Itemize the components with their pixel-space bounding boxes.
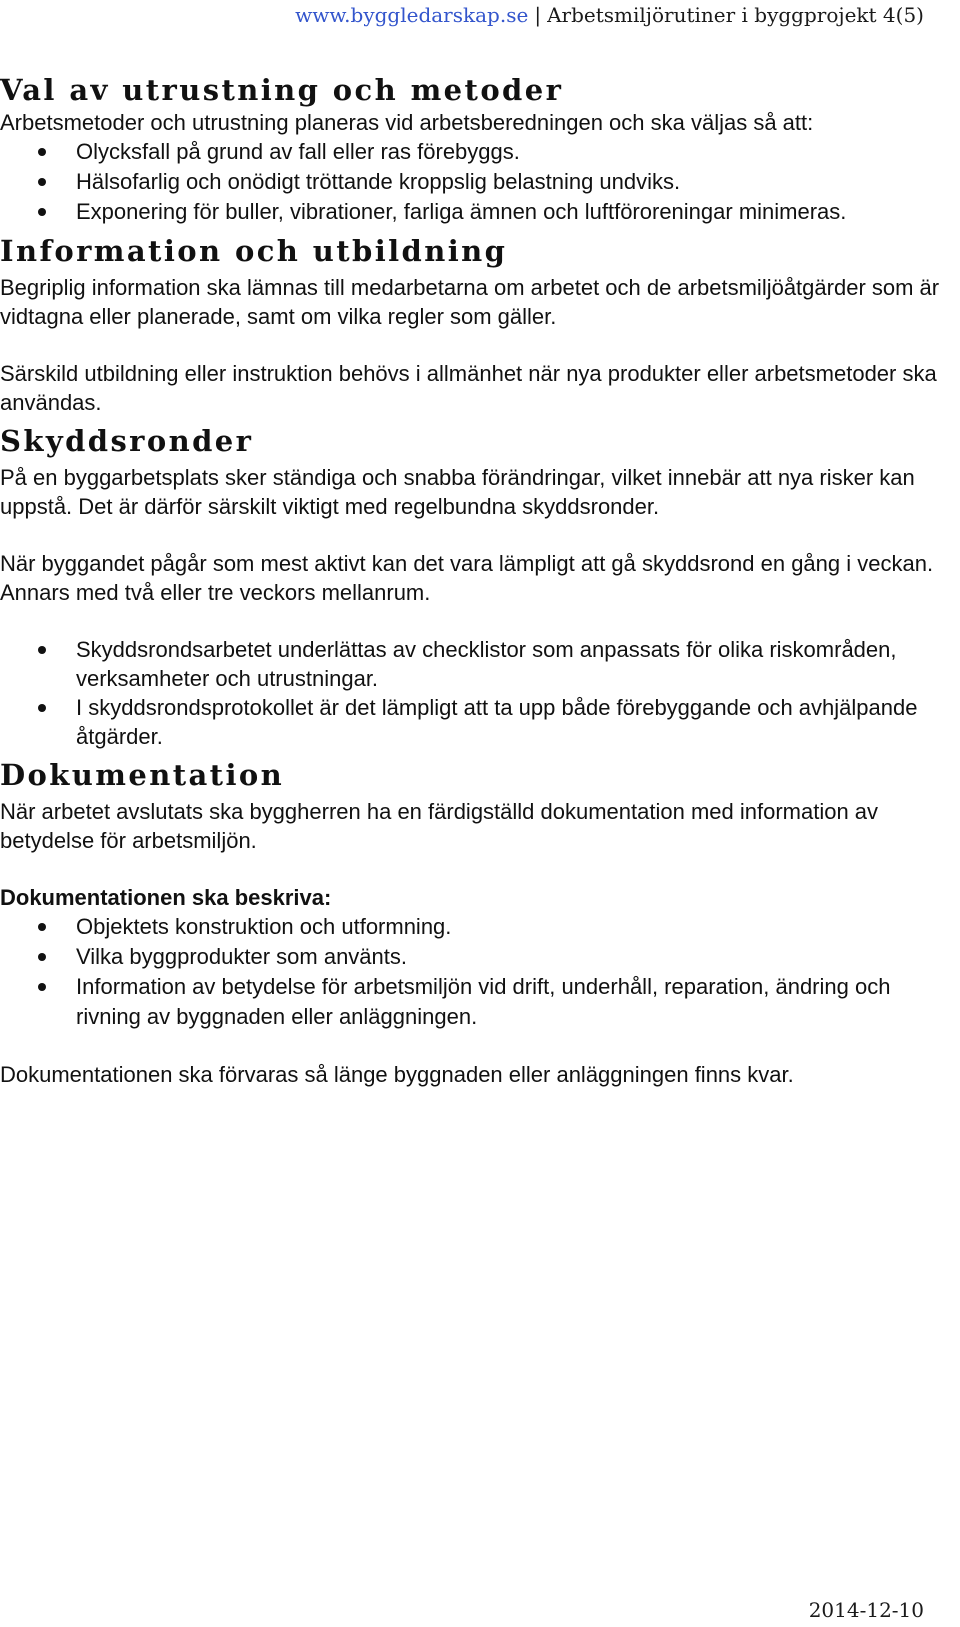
val-intro: Arbetsmetoder och utrustning planeras vid arbetsberedningen och ska väljas så att: bbox=[0, 110, 814, 135]
list-item-text: Olycksfall på grund av fall eller ras förebyggs. bbox=[76, 139, 520, 164]
info-paragraph-1: Begriplig information ska lämnas till medarbetarna om arbetet och de arbetsmiljöåtgärder som är vidtagna eller planerade, samt om vilka regler som gäller. bbox=[0, 275, 940, 329]
list-item bbox=[0, 912, 950, 942]
bullet-icon bbox=[38, 646, 46, 654]
list-item bbox=[0, 972, 950, 1032]
dok-paragraph-1: När arbetet avslutats ska byggherren ha en färdigställd dokumentation med information av betydelse för arbetsmiljön. bbox=[0, 799, 879, 853]
dok-paragraph-2: Dokumentationen ska förvaras så länge byggnaden eller anläggningen finns kvar. bbox=[0, 1062, 794, 1087]
bullet-icon bbox=[38, 953, 46, 961]
bullet-icon bbox=[38, 178, 46, 186]
list-item-text: I skyddsrondsprotokollet är det lämpligt att ta upp både förebyggande och avhjälpande åtgärder. bbox=[76, 695, 918, 749]
list-item bbox=[0, 635, 950, 693]
bullet-icon bbox=[38, 704, 46, 712]
skydd-paragraph-1: På en byggarbetsplats sker ständiga och snabba förändringar, vilket innebär att nya risker kan uppstå. Det är därför särskilt viktigt med regelbundna skyddsronder. bbox=[0, 465, 915, 519]
list-item bbox=[0, 137, 950, 167]
val-bullet-list bbox=[0, 137, 950, 227]
page-footer-date: 2014-12-10 bbox=[808, 1598, 924, 1622]
header-separator: | bbox=[534, 3, 542, 27]
bullet-icon bbox=[38, 983, 46, 991]
list-item-text: Exponering för buller, vibrationer, farliga ämnen och luftföroreningar minimeras. bbox=[76, 199, 847, 224]
skydd-paragraph-2: När byggandet pågår som mest aktivt kan det vara lämpligt att gå skyddsrond en gång i veckan. Annars med två eller tre veckors mellanrum. bbox=[0, 551, 934, 605]
dok-bullet-list bbox=[0, 912, 950, 1032]
info-paragraph-2: Särskild utbildning eller instruktion behövs i allmänhet när nya produkter eller arbetsmetoder ska användas. bbox=[0, 361, 937, 415]
skydd-bullet-list bbox=[0, 635, 950, 751]
list-item bbox=[0, 167, 950, 197]
document-body bbox=[0, 72, 950, 1089]
list-item bbox=[0, 942, 950, 972]
bullet-icon bbox=[38, 208, 46, 216]
list-item-text: Skyddsrondsarbetet underlättas av checklistor som anpassats för olika riskområden, verksamheter och utrustningar. bbox=[76, 637, 897, 691]
document-title: Arbetsmiljörutiner i byggprojekt 4(5) bbox=[547, 3, 924, 27]
site-link[interactable]: www.byggledarskap.se bbox=[295, 3, 529, 27]
list-item-text: Objektets konstruktion och utformning. bbox=[76, 914, 452, 939]
list-item-text: Vilka byggprodukter som använts. bbox=[76, 944, 407, 969]
section-heading-info: Information och utbildning bbox=[0, 234, 508, 268]
section-heading-dok: Dokumentation bbox=[0, 758, 285, 792]
list-item-text: Information av betydelse för arbetsmiljön vid drift, underhåll, reparation, ändring och rivning av byggnaden eller anläggningen. bbox=[76, 974, 891, 1029]
list-item bbox=[0, 693, 950, 751]
bullet-icon bbox=[38, 923, 46, 931]
list-item-text: Hälsofarlig och onödigt tröttande kroppslig belastning undviks. bbox=[76, 169, 681, 194]
page-header bbox=[295, 0, 924, 40]
list-item bbox=[0, 197, 950, 227]
dok-subheading: Dokumentationen ska beskriva: bbox=[0, 885, 332, 910]
section-heading-val: Val av utrustning och metoder bbox=[0, 73, 564, 107]
section-heading-skydd: Skyddsronder bbox=[0, 424, 254, 458]
bullet-icon bbox=[38, 148, 46, 156]
